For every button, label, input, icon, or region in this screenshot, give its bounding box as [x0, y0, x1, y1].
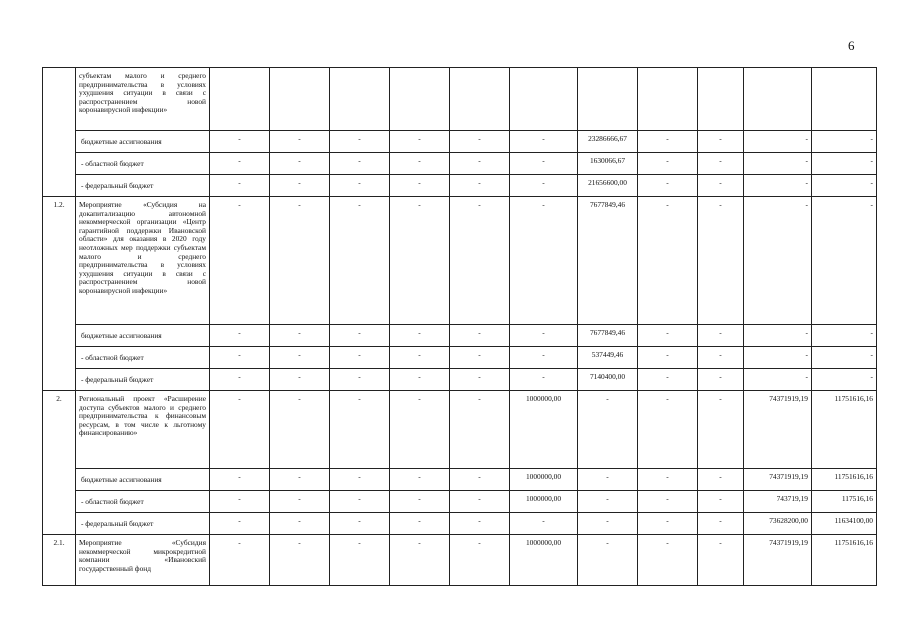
budget-table: [42, 67, 877, 586]
description-cell: - федеральный бюджет: [76, 175, 210, 197]
value-cell: -: [390, 469, 450, 491]
table-row: [43, 535, 877, 586]
value-cell: -: [270, 325, 330, 347]
value-cell: -: [638, 153, 698, 175]
value-cell: -: [638, 391, 698, 469]
value-cell: -: [638, 325, 698, 347]
value-cell: -: [390, 347, 450, 369]
table-row: [43, 469, 877, 491]
value-cell: -: [330, 197, 390, 325]
table-row: [43, 131, 877, 153]
value-cell: -: [330, 469, 390, 491]
value-cell: -: [812, 369, 877, 391]
value-cell: -: [330, 391, 390, 469]
value-cell: -: [638, 469, 698, 491]
value-cell: -: [812, 325, 877, 347]
value-cell: 7140400,00: [578, 369, 638, 391]
row-number-cell: 1.2.: [43, 197, 76, 391]
value-cell: -: [450, 391, 510, 469]
value-cell: -: [510, 369, 578, 391]
value-cell: -: [210, 513, 270, 535]
value-cell: [330, 68, 390, 131]
value-cell: -: [270, 391, 330, 469]
value-cell: -: [510, 197, 578, 325]
value-cell: -: [210, 391, 270, 469]
value-cell: -: [450, 153, 510, 175]
description-cell: бюджетные ассигнования: [76, 325, 210, 347]
value-cell: -: [698, 347, 744, 369]
value-cell: -: [450, 369, 510, 391]
value-cell: [210, 68, 270, 131]
value-cell: -: [450, 469, 510, 491]
value-cell: -: [390, 369, 450, 391]
value-cell: -: [698, 131, 744, 153]
value-cell: -: [270, 153, 330, 175]
value-cell: -: [698, 175, 744, 197]
value-cell: 73628200,00: [744, 513, 812, 535]
value-cell: 23286666,67: [578, 131, 638, 153]
row-number-cell: 2.1.: [43, 535, 76, 586]
value-cell: -: [270, 369, 330, 391]
value-cell: 1630066,67: [578, 153, 638, 175]
value-cell: 74371919,19: [744, 391, 812, 469]
description-cell: - федеральный бюджет: [76, 513, 210, 535]
value-cell: -: [330, 175, 390, 197]
value-cell: 1000000,00: [510, 535, 578, 586]
value-cell: -: [450, 175, 510, 197]
value-cell: -: [330, 535, 390, 586]
value-cell: -: [270, 197, 330, 325]
value-cell: -: [812, 175, 877, 197]
row-number-cell: 2.: [43, 391, 76, 535]
value-cell: -: [812, 347, 877, 369]
value-cell: -: [330, 491, 390, 513]
value-cell: -: [638, 197, 698, 325]
value-cell: -: [270, 131, 330, 153]
value-cell: [578, 68, 638, 131]
value-cell: -: [210, 175, 270, 197]
table-row: [43, 369, 877, 391]
value-cell: -: [510, 513, 578, 535]
description-cell: Региональный проект «Расширение доступа субъектов малого и среднего предпринимательства к финансовым ресурсам, в том числе к льготному финансированию»: [76, 391, 210, 469]
value-cell: -: [698, 197, 744, 325]
value-cell: -: [698, 325, 744, 347]
value-cell: -: [698, 153, 744, 175]
value-cell: -: [744, 369, 812, 391]
value-cell: -: [812, 131, 877, 153]
value-cell: 117516,16: [812, 491, 877, 513]
table-row: [43, 153, 877, 175]
value-cell: [450, 68, 510, 131]
value-cell: [698, 68, 744, 131]
value-cell: -: [390, 175, 450, 197]
value-cell: 1000000,00: [510, 469, 578, 491]
value-cell: -: [578, 491, 638, 513]
table-row: [43, 175, 877, 197]
value-cell: 7677849,46: [578, 197, 638, 325]
value-cell: -: [812, 153, 877, 175]
value-cell: -: [210, 347, 270, 369]
value-cell: -: [270, 491, 330, 513]
value-cell: -: [698, 369, 744, 391]
value-cell: -: [270, 513, 330, 535]
value-cell: -: [812, 197, 877, 325]
value-cell: -: [210, 535, 270, 586]
value-cell: -: [390, 131, 450, 153]
value-cell: -: [698, 535, 744, 586]
value-cell: -: [450, 131, 510, 153]
value-cell: -: [744, 153, 812, 175]
description-cell: бюджетные ассигнования: [76, 131, 210, 153]
value-cell: -: [390, 535, 450, 586]
value-cell: -: [450, 347, 510, 369]
value-cell: -: [330, 325, 390, 347]
value-cell: -: [698, 513, 744, 535]
table-row: [43, 491, 877, 513]
value-cell: [270, 68, 330, 131]
value-cell: 11751616,16: [812, 391, 877, 469]
value-cell: -: [510, 175, 578, 197]
value-cell: -: [638, 491, 698, 513]
value-cell: -: [210, 153, 270, 175]
value-cell: -: [638, 175, 698, 197]
value-cell: -: [390, 513, 450, 535]
value-cell: -: [510, 325, 578, 347]
value-cell: -: [638, 513, 698, 535]
value-cell: 537449,46: [578, 347, 638, 369]
value-cell: 11751616,16: [812, 535, 877, 586]
value-cell: -: [210, 197, 270, 325]
value-cell: -: [744, 175, 812, 197]
value-cell: -: [450, 491, 510, 513]
value-cell: -: [270, 469, 330, 491]
value-cell: -: [698, 469, 744, 491]
description-cell: бюджетные ассигнования: [76, 469, 210, 491]
description-cell: Мероприятие «Субсидия на докапитализацию автономной некоммерческой организации «Центр гарантийной поддержки Ивановской области» для оказания в 2020 году неотложных мер поддержки субъектам малого и среднего предпринимательства в условиях ухудшения ситуации в связи с распространением новой коронавирусной инфекции»: [76, 197, 210, 325]
value-cell: -: [330, 131, 390, 153]
description-cell: субъектам малого и среднего предпринимательства в условиях ухудшения ситуации в связи с распространением новой коронавирусной инфекции»: [76, 68, 210, 131]
description-cell: - областной бюджет: [76, 491, 210, 513]
value-cell: [390, 68, 450, 131]
value-cell: -: [210, 491, 270, 513]
table-row: [43, 325, 877, 347]
value-cell: [812, 68, 877, 131]
value-cell: -: [390, 325, 450, 347]
value-cell: -: [698, 491, 744, 513]
value-cell: -: [450, 197, 510, 325]
value-cell: -: [390, 391, 450, 469]
value-cell: 11751616,16: [812, 469, 877, 491]
value-cell: [744, 68, 812, 131]
value-cell: -: [450, 325, 510, 347]
table-row: [43, 197, 877, 325]
value-cell: -: [698, 391, 744, 469]
value-cell: -: [390, 491, 450, 513]
value-cell: -: [210, 469, 270, 491]
value-cell: -: [390, 153, 450, 175]
value-cell: -: [210, 369, 270, 391]
row-number-cell: [43, 68, 76, 197]
value-cell: -: [578, 469, 638, 491]
value-cell: -: [450, 535, 510, 586]
value-cell: -: [330, 347, 390, 369]
value-cell: -: [270, 347, 330, 369]
value-cell: 11634100,00: [812, 513, 877, 535]
value-cell: -: [578, 535, 638, 586]
value-cell: 1000000,00: [510, 391, 578, 469]
value-cell: -: [330, 153, 390, 175]
value-cell: 21656600,00: [578, 175, 638, 197]
value-cell: -: [330, 513, 390, 535]
value-cell: -: [744, 347, 812, 369]
value-cell: 1000000,00: [510, 491, 578, 513]
value-cell: -: [210, 325, 270, 347]
description-cell: - областной бюджет: [76, 153, 210, 175]
description-cell: Мероприятие «Субсидия некоммерческой микрокредитной компании «Ивановский государственный фонд: [76, 535, 210, 586]
value-cell: [638, 68, 698, 131]
value-cell: -: [270, 175, 330, 197]
table-body: [43, 68, 877, 586]
value-cell: -: [510, 131, 578, 153]
value-cell: -: [390, 197, 450, 325]
value-cell: -: [638, 535, 698, 586]
value-cell: 743719,19: [744, 491, 812, 513]
table-row: [43, 513, 877, 535]
value-cell: -: [510, 347, 578, 369]
value-cell: -: [638, 369, 698, 391]
value-cell: 74371919,19: [744, 535, 812, 586]
value-cell: -: [578, 391, 638, 469]
table-row: [43, 391, 877, 469]
value-cell: -: [744, 325, 812, 347]
value-cell: -: [578, 513, 638, 535]
value-cell: -: [210, 131, 270, 153]
value-cell: -: [510, 153, 578, 175]
page-number: 6: [848, 38, 855, 53]
value-cell: -: [270, 535, 330, 586]
value-cell: -: [744, 197, 812, 325]
value-cell: [510, 68, 578, 131]
table-row: [43, 68, 877, 131]
value-cell: -: [638, 131, 698, 153]
value-cell: 74371919,19: [744, 469, 812, 491]
description-cell: - федеральный бюджет: [76, 369, 210, 391]
value-cell: -: [330, 369, 390, 391]
value-cell: -: [450, 513, 510, 535]
description-cell: - областной бюджет: [76, 347, 210, 369]
table-row: [43, 347, 877, 369]
value-cell: -: [744, 131, 812, 153]
value-cell: 7677849,46: [578, 325, 638, 347]
value-cell: -: [638, 347, 698, 369]
